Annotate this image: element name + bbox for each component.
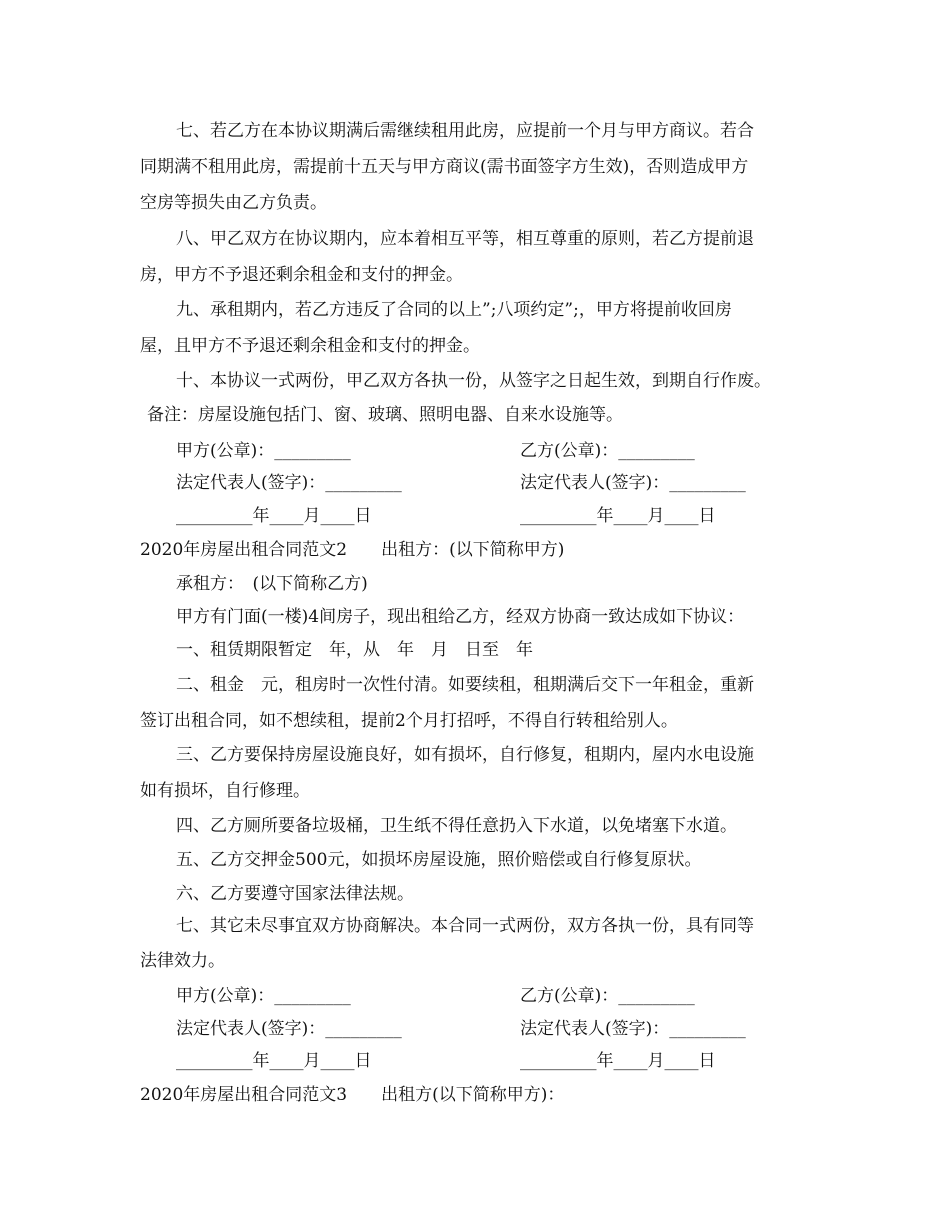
clause-9-line-1: 九、承租期内，若乙方违反了合同的以上”;八项约定”;，甲方将提前收回房 [176, 300, 732, 320]
party-b-representative-2: 法定代表人(签字)：_________ [520, 1019, 746, 1039]
party-b-date-2: _________年____月____日 [520, 1051, 716, 1071]
rent-clause-line-1: 二、租金 元，租房时一次性付清。如要续租，租期满后交下一年租金，重新 [176, 675, 754, 695]
note: 备注：房屋设施包括门、窗、玻璃、照明电器、自来水设施等。 [147, 405, 623, 425]
facilities-clause-line-1: 三、乙方要保持房屋设施良好，如有损坏，自行修复，租期内，屋内水电设施 [176, 745, 754, 765]
party-a-seal: 甲方(公章)：_________ [176, 441, 351, 461]
deposit-clause: 五、乙方交押金500元，如损坏房屋设施，照价赔偿或自行修复原状。 [176, 850, 702, 870]
clause-8-line-2: 房，甲方不予退还剩余租金和支付的押金。 [140, 265, 463, 285]
intro-line: 甲方有门面(一楼)4间房子，现出租给乙方，经双方协商一致达成如下协议： [176, 607, 745, 627]
other-clause-line-1: 七、其它未尽事宜双方协商解决。本合同一式两份，双方各执一份，具有同等 [176, 916, 754, 936]
section-heading-3: 2020年房屋出租合同范文3 出租方(以下简称甲方)： [140, 1085, 565, 1105]
clause-8-line-1: 八、甲乙双方在协议期内，应本着相互平等，相互尊重的原则，若乙方提前退 [176, 229, 754, 249]
law-clause: 六、乙方要遵守国家法律法规。 [176, 884, 414, 904]
lessee-line: 承租方： (以下简称乙方) [176, 574, 368, 594]
party-b-date: _________年____月____日 [520, 506, 716, 526]
clause-9-line-2: 屋，且甲方不予退还剩余租金和支付的押金。 [140, 336, 480, 356]
clause-7-line-2: 同期满不租用此房，需提前十五天与甲方商议(需书面签字方生效)，否则造成甲方 [140, 157, 749, 177]
party-a-seal-2: 甲方(公章)：_________ [176, 986, 351, 1006]
section-heading-2: 2020年房屋出租合同范文2 出租方：(以下简称甲方) [140, 540, 565, 560]
term-clause-1: 一、租赁期限暂定 年，从 年 月 日至 年 [176, 640, 533, 660]
facilities-clause-line-2: 如有损坏，自行修理。 [140, 781, 310, 801]
party-a-representative-2: 法定代表人(签字)：_________ [176, 1019, 402, 1039]
party-b-seal-2: 乙方(公章)：_________ [520, 986, 695, 1006]
party-a-date-2: _________年____月____日 [176, 1051, 372, 1071]
party-a-representative: 法定代表人(签字)：_________ [176, 473, 402, 493]
party-b-seal: 乙方(公章)：_________ [520, 441, 695, 461]
other-clause-line-2: 法律效力。 [140, 951, 225, 971]
clause-10: 十、本协议一式两份，甲乙双方各执一份，从签字之日起生效，到期自行作废。 [176, 371, 771, 391]
clause-7-line-1: 七、若乙方在本协议期满后需继续租用此房，应提前一个月与甲方商议。若合 [176, 121, 754, 141]
party-a-date: _________年____月____日 [176, 506, 372, 526]
toilet-clause: 四、乙方厕所要备垃圾桶，卫生纸不得任意扔入下水道，以免堵塞下水道。 [176, 816, 737, 836]
party-b-representative: 法定代表人(签字)：_________ [520, 473, 746, 493]
clause-7-line-3: 空房等损失由乙方负责。 [140, 193, 327, 213]
rent-clause-line-2: 签订出租合同，如不想续租，提前2个月打招呼，不得自行转租给别人。 [140, 711, 678, 731]
